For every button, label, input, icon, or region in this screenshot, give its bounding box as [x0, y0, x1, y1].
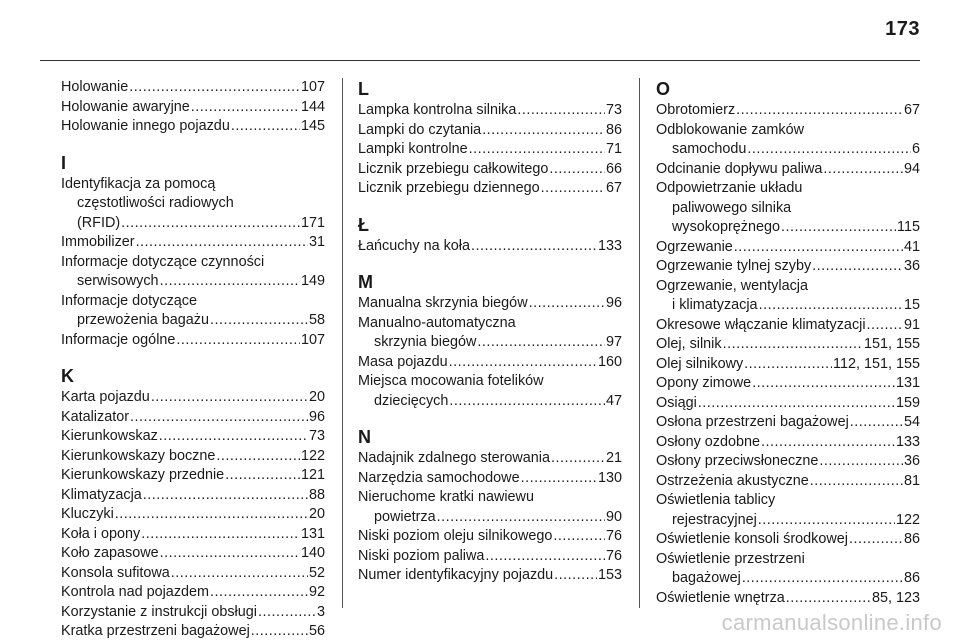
- index-entry: [61, 331, 325, 351]
- index-entry-term: Osłony ozdobne: [656, 433, 761, 450]
- index-entry: [358, 314, 622, 353]
- index-entry-term: Nieruchome kratki nawiewu: [358, 489, 534, 505]
- index-entry-term: Kierunkowskaz: [61, 428, 158, 444]
- index-entry: [656, 589, 920, 609]
- index-entry-pages: 91: [903, 316, 920, 333]
- index-entry-pages: 85, 123: [871, 589, 920, 606]
- index-entry-term: Lampki kontrolne: [358, 141, 468, 157]
- index-entry-pages: 3: [316, 603, 325, 620]
- index-entry-pages: 115: [897, 219, 920, 235]
- index-entry-pages: 151, 155: [863, 336, 920, 352]
- dot-leader: [549, 160, 605, 180]
- index-entry: [358, 179, 622, 199]
- index-entry-term: Immobilizer: [61, 234, 135, 250]
- index-entry-term: Ogrzewanie: [656, 238, 733, 255]
- index-entry: [358, 160, 622, 180]
- index-entry-term: Olej silnikowy: [656, 355, 744, 372]
- index-entry-term: Oświetlenie konsoli środkowej: [656, 531, 848, 547]
- index-entry-pages: 133: [597, 237, 622, 254]
- index-entry-pages: 73: [605, 102, 622, 118]
- index-entry-term: dziecięcych: [374, 392, 449, 409]
- index-entry: [61, 175, 325, 234]
- index-entry-term: Łańcuchy na koła: [358, 237, 471, 254]
- index-letter-heading: M: [358, 272, 373, 292]
- index-entry-pages: 58: [308, 312, 325, 328]
- column-divider: [639, 78, 640, 608]
- index-entry-term: Osiągi: [656, 394, 697, 411]
- index-column-1: [61, 78, 325, 642]
- index-entry-pages: 67: [605, 180, 622, 196]
- dot-leader: [231, 117, 300, 137]
- dot-leader: [734, 238, 903, 258]
- index-entry-pages: 71: [605, 141, 622, 157]
- index-letter-heading: Ł: [358, 214, 369, 235]
- index-entry-term: Olej, silnik: [656, 336, 722, 352]
- dot-leader: [810, 472, 903, 492]
- index-entry-term: Obrotomierz: [656, 102, 736, 118]
- index-entry-term: przewożenia bagażu: [77, 312, 210, 328]
- index-entry: [656, 257, 920, 277]
- index-entry-term: Oświetlenie wnętrza: [656, 589, 785, 606]
- dot-leader: [129, 78, 300, 98]
- index-entry-term: Opony zimowe: [656, 375, 752, 391]
- index-entry: [358, 237, 622, 257]
- index-entry: [656, 277, 920, 316]
- index-column-2: [358, 78, 622, 586]
- index-entry-term: Kontrola nad pojazdem: [61, 584, 210, 600]
- dot-leader: [477, 333, 605, 353]
- index-entry-term: Oświetlenie przestrzeni: [656, 550, 805, 567]
- index-letter-heading: N: [358, 427, 371, 447]
- index-entry: [358, 101, 622, 121]
- dot-leader: [216, 447, 300, 467]
- dot-leader: [747, 140, 911, 160]
- index-entry-term: (RFID): [77, 214, 121, 231]
- dot-leader: [159, 427, 308, 447]
- index-entry-term: Konsola sufitowa: [61, 564, 170, 581]
- index-entry-pages: 36: [903, 258, 920, 274]
- dot-leader: [251, 622, 308, 642]
- index-entry-term: Osłony przeciwsłoneczne: [656, 453, 819, 469]
- dot-leader: [176, 331, 300, 351]
- index-entry-pages: 81: [903, 472, 920, 489]
- index-entry-term: skrzynia biegów: [374, 334, 477, 350]
- dot-leader: [551, 449, 605, 469]
- index-entry: [61, 388, 325, 408]
- index-entry-term: Informacje ogólne: [61, 331, 176, 348]
- index-entry: [656, 452, 920, 472]
- index-entry-pages: 76: [605, 528, 622, 544]
- index-entry-term: Lampki do czytania: [358, 121, 482, 138]
- index-entry-term: Korzystanie z instrukcji obsługi: [61, 603, 257, 620]
- dot-leader: [759, 296, 903, 316]
- dot-leader: [742, 569, 903, 589]
- index-entry: [61, 583, 325, 603]
- index-entry: [656, 101, 920, 121]
- index-entry-pages: 122: [895, 511, 920, 528]
- index-entry: [358, 121, 622, 141]
- index-entry-pages: 144: [300, 98, 325, 115]
- index-entry-term: Ogrzewanie, wentylacja: [656, 277, 808, 294]
- index-entry-term: Holowanie: [61, 79, 129, 95]
- dot-leader: [437, 508, 605, 528]
- index-entry-term: Licznik przebiegu dziennego: [358, 180, 540, 196]
- index-entry: [61, 447, 325, 467]
- index-entry: [656, 413, 920, 433]
- index-column-3: [656, 78, 920, 608]
- index-entry-pages: 121: [300, 467, 325, 483]
- index-entry: [61, 564, 325, 584]
- dot-leader: [191, 98, 300, 118]
- index-entry-term: Koło zapasowe: [61, 545, 159, 561]
- index-entry-term: powietrza: [374, 508, 436, 525]
- index-entry-pages: 86: [903, 531, 920, 547]
- index-entry-pages: 52: [308, 564, 325, 581]
- header-rule: [40, 60, 920, 61]
- index-entry-term: Masa pojazdu: [358, 353, 448, 370]
- dot-leader: [850, 413, 903, 433]
- index-entry-term: Numer identyfikacyjny pojazdu: [358, 567, 554, 583]
- index-entry-term: Identyfikacja za pomocą: [61, 175, 216, 192]
- dot-leader: [823, 160, 903, 180]
- index-entry: [656, 179, 920, 238]
- index-letter-heading: L: [358, 79, 369, 99]
- index-entry: [656, 355, 920, 375]
- dot-leader: [115, 505, 308, 525]
- index-entry-term: i klimatyzacja: [672, 297, 758, 313]
- index-entry-pages: 107: [300, 331, 325, 348]
- index-entry-term: samochodu: [672, 141, 747, 157]
- index-entry: [61, 427, 325, 447]
- index-entry-pages: 159: [895, 394, 920, 411]
- index-entry-term: Odblokowanie zamków: [656, 121, 804, 138]
- dot-leader: [553, 527, 605, 547]
- index-letter-heading: K: [61, 366, 74, 386]
- dot-leader: [781, 218, 896, 238]
- dot-leader: [471, 237, 597, 257]
- index-entry: [358, 140, 622, 160]
- index-entry-pages: 153: [597, 567, 622, 583]
- index-entry-pages: 96: [308, 408, 325, 425]
- index-entry-pages: 96: [605, 295, 622, 311]
- index-entry-term: Holowanie innego pojazdu: [61, 118, 230, 134]
- index-entry-pages: 131: [300, 525, 325, 542]
- watermark: carmanualsonline.info: [721, 610, 942, 635]
- index-entry-pages: 86: [903, 570, 920, 586]
- index-entry-pages: 67: [903, 102, 920, 118]
- index-entry-term: Kluczyki: [61, 506, 114, 522]
- dot-leader: [469, 140, 605, 160]
- index-entry-term: Kierunkowskazy boczne: [61, 447, 216, 464]
- dot-leader: [786, 589, 871, 609]
- index-entry-term: Kratka przestrzeni bagażowej: [61, 623, 250, 639]
- index-entry-pages: 54: [903, 414, 920, 430]
- index-entry-term: Nadajnik zdalnego sterowania: [358, 450, 550, 466]
- index-entry-pages: 36: [903, 453, 920, 469]
- dot-leader: [723, 335, 863, 355]
- dot-leader: [521, 469, 597, 489]
- index-letter-heading: I: [61, 152, 67, 173]
- index-entry-pages: 145: [300, 118, 325, 134]
- index-entry-term: paliwowego silnika: [672, 199, 792, 216]
- dot-leader: [744, 355, 832, 375]
- index-entry: [61, 78, 325, 98]
- index-entry-term: Manualna skrzynia biegów: [358, 295, 528, 311]
- index-entry-pages: 86: [605, 121, 622, 138]
- index-letter-heading: O: [656, 79, 671, 99]
- index-entry-pages: 31: [308, 234, 325, 250]
- index-entry: [61, 253, 325, 292]
- index-entry: [61, 117, 325, 137]
- index-entry-term: Niski poziom paliwa: [358, 547, 485, 564]
- index-entry: [61, 505, 325, 525]
- index-entry-term: Holowanie awaryjne: [61, 98, 190, 115]
- index-entry-term: Katalizator: [61, 408, 129, 425]
- index-entry: [656, 335, 920, 355]
- column-divider: [342, 78, 343, 608]
- dot-leader: [554, 566, 597, 586]
- index-entry-term: Oświetlenia tablicy: [656, 492, 776, 508]
- index-entry-term: Osłona przestrzeni bagażowej: [656, 414, 849, 430]
- dot-leader: [171, 564, 308, 584]
- index-entry: [358, 566, 622, 586]
- dot-leader: [449, 353, 597, 373]
- index-entry: [656, 121, 920, 160]
- dot-leader: [867, 316, 903, 336]
- index-entry-pages: 130: [597, 469, 622, 486]
- index-entry: [656, 472, 920, 492]
- dot-leader: [819, 452, 903, 472]
- dot-leader: [529, 294, 605, 314]
- page-number: 173: [885, 18, 920, 40]
- index-entry-term: Odcinanie dopływu paliwa: [656, 160, 823, 177]
- index-entry: [656, 530, 920, 550]
- index-entry: [358, 527, 622, 547]
- index-entry: [61, 486, 325, 506]
- index-entry: [656, 374, 920, 394]
- index-entry: [61, 233, 325, 253]
- index-entry-pages: 94: [903, 160, 920, 177]
- dot-leader: [160, 544, 300, 564]
- index-entry-pages: 20: [308, 506, 325, 522]
- index-entry-term: Manualno-automatyczna: [358, 314, 516, 331]
- dot-leader: [698, 394, 895, 414]
- index-entry-pages: 131: [895, 375, 920, 391]
- index-entry-pages: 90: [605, 508, 622, 525]
- index-entry-pages: 97: [605, 334, 622, 350]
- index-entry: [61, 98, 325, 118]
- index-entry-term: Ogrzewanie tylnej szyby: [656, 258, 812, 274]
- index-entry: [61, 525, 325, 545]
- dot-leader: [485, 547, 605, 567]
- index-entry-term: Informacje dotyczące czynności: [61, 253, 265, 270]
- dot-leader: [210, 583, 308, 603]
- index-entry-term: serwisowych: [77, 273, 159, 289]
- dot-leader: [761, 433, 895, 453]
- index-entry-term: Ostrzeżenia akustyczne: [656, 472, 809, 489]
- index-entry: [61, 603, 325, 623]
- dot-leader: [130, 408, 308, 428]
- dot-leader: [849, 530, 903, 550]
- dot-leader: [225, 466, 300, 486]
- index-entry-pages: 20: [308, 389, 325, 405]
- index-entry: [61, 408, 325, 428]
- index-entry: [358, 488, 622, 527]
- index-entry-pages: 6: [911, 141, 920, 157]
- index-entry-term: bagażowej: [672, 570, 741, 586]
- index-entry: [61, 622, 325, 642]
- index-entry: [656, 238, 920, 258]
- index-entry-pages: 21: [605, 450, 622, 466]
- dot-leader: [258, 603, 316, 623]
- dot-leader: [449, 392, 605, 412]
- index-entry-term: Informacje dotyczące: [61, 292, 197, 309]
- dot-leader: [517, 101, 605, 121]
- dot-leader: [736, 101, 903, 121]
- index-entry-term: Lampka kontrolna silnika: [358, 102, 517, 118]
- dot-leader: [160, 272, 300, 292]
- index-entry: [61, 292, 325, 331]
- index-entry-pages: 56: [308, 623, 325, 639]
- dot-leader: [141, 525, 300, 545]
- index-entry: [358, 449, 622, 469]
- index-entry-pages: 122: [300, 447, 325, 464]
- index-entry: [656, 550, 920, 589]
- index-entry: [358, 294, 622, 314]
- index-entry: [358, 372, 622, 411]
- index-entry-term: Koła i opony: [61, 525, 141, 542]
- index-entry-term: częstotliwości radiowych: [77, 195, 234, 211]
- dot-leader: [482, 121, 605, 141]
- index-entry-term: wysokoprężnego: [672, 219, 780, 235]
- index-entry-pages: 160: [597, 353, 622, 370]
- index-entry-pages: 133: [895, 433, 920, 450]
- index-entry-pages: 171: [300, 214, 325, 231]
- dot-leader: [151, 388, 308, 408]
- index-entry-term: Kierunkowskazy przednie: [61, 467, 225, 483]
- index-entry-pages: 140: [300, 545, 325, 561]
- index-entry-term: Licznik przebiegu całkowitego: [358, 160, 549, 177]
- dot-leader: [812, 257, 903, 277]
- dot-leader: [758, 511, 895, 531]
- index-entry-pages: 73: [308, 428, 325, 444]
- index-entry-pages: 41: [903, 238, 920, 255]
- index-entry-term: Niski poziom oleju silnikowego: [358, 528, 553, 544]
- index-entry-pages: 76: [605, 547, 622, 564]
- index-entry-term: Miejsca mocowania fotelików: [358, 373, 544, 389]
- index-entry-term: Narzędzia samochodowe: [358, 469, 520, 486]
- index-entry-pages: 92: [308, 584, 325, 600]
- index-entry-term: rejestracyjnej: [672, 511, 757, 528]
- index-entry-pages: 66: [605, 160, 622, 177]
- index-entry-term: Klimatyzacja: [61, 486, 142, 503]
- index-entry-pages: 149: [300, 273, 325, 289]
- index-entry-pages: 47: [605, 392, 622, 409]
- index-entry-term: Karta pojazdu: [61, 389, 150, 405]
- index-entry: [358, 353, 622, 373]
- index-entry-pages: 88: [308, 486, 325, 503]
- index-entry: [61, 544, 325, 564]
- index-entry: [656, 491, 920, 530]
- index-entry: [61, 466, 325, 486]
- dot-leader: [121, 214, 300, 234]
- dot-leader: [136, 233, 308, 253]
- dot-leader: [541, 179, 605, 199]
- index-entry-pages: 107: [300, 79, 325, 95]
- index-entry: [656, 316, 920, 336]
- index-entry-pages: 15: [903, 297, 920, 313]
- index-entry: [358, 469, 622, 489]
- dot-leader: [752, 374, 895, 394]
- index-entry: [656, 433, 920, 453]
- index-entry-term: Okresowe włączanie klimatyzacji: [656, 316, 866, 333]
- index-entry-pages: 112, 151, 155: [833, 355, 920, 372]
- dot-leader: [210, 311, 308, 331]
- index-entry-term: Odpowietrzanie układu: [656, 180, 803, 196]
- dot-leader: [143, 486, 308, 506]
- index-entry: [656, 160, 920, 180]
- index-entry: [656, 394, 920, 414]
- index-entry: [358, 547, 622, 567]
